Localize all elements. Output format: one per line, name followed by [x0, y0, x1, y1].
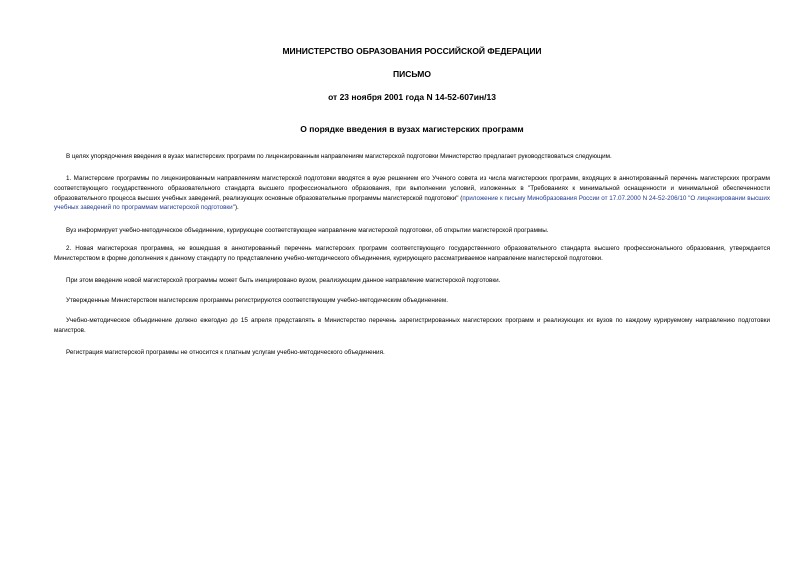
appendix-link[interactable]: приложение к письму Минобразования России от 17.07.2000 N 24-52-206/10 "О лицензировании высших учебных заведений по программам магистерской подготовки" — [54, 194, 770, 212]
document-subject: О порядке введения в вузах магистерских программ — [300, 124, 524, 134]
paragraph-initiation-text: При этом введение новой магистерской программы может быть инициировано вузом, реализующим данное направление магистерской подготовки. — [66, 277, 501, 284]
paragraph-2 — [54, 244, 770, 264]
paragraph-inform — [54, 226, 770, 236]
paragraph-initiation — [54, 276, 770, 286]
document-date-number: от 23 ноября 2001 года N 14-52-607ин/13 — [328, 92, 496, 102]
paragraph-registration-text: Утвержденные Министерством магистерские программы регистрируются соответствующим учебно-методическим объединением. — [66, 297, 448, 304]
paragraph-fees-text: Регистрация магистерской программы не относится к платным услугам учебно-методического объединения. — [66, 349, 385, 356]
paragraph-registration — [54, 296, 770, 306]
paragraph-1 — [54, 174, 770, 213]
paragraph-fees — [54, 348, 770, 358]
paragraph-inform-text: Вуз информирует учебно-методическое объединение, курирующее соответствующее направление магистерской подготовки, об открытии магистерской программы. — [66, 227, 549, 234]
paragraph-2-text: 2. Новая магистерская программа, не вошедшая в аннотированный перечень магистерских программ соответствующего государственного образовательного стандарта высшего профессионального образования, утверждается Министерством в форме дополнения к данному стандарту по представлению учебно-методического объединения, курирующего рассматриваемое направление магистерской подготовки. — [54, 245, 770, 262]
paragraph-intro-text: В целях упорядочения введения в вузах магистерских программ по лицензированным направлениям магистерской подготовки Министерство предлагает руководствоваться следующим. — [66, 153, 612, 160]
paragraph-annual-report — [54, 316, 770, 336]
paragraph-1-text: 1. Магистерские программы по лицензированным направлениям магистерской подготовки вводятся в вузе решением его Ученого совета из числа магистерских программ, входящих в аннотированный перечень магистерских программ соответствующего государственного образовательного стандарта высшего профессионального образования, при выполнении условий, изложенных в "Требованиях к минимальной оснащенности и минимальной обеспеченности образовательного процесса высших учебных заведений, реализующих основные образовательные программы магистерской подготовки" ( — [54, 175, 770, 202]
issuer-title: МИНИСТЕРСТВО ОБРАЗОВАНИЯ РОССИЙСКОЙ ФЕДЕРАЦИИ — [282, 46, 542, 56]
document-type: ПИСЬМО — [393, 69, 431, 79]
paragraph-intro — [54, 152, 770, 162]
paragraph-1-end: ). — [234, 204, 239, 212]
paragraph-annual-report-text: Учебно-методическое объединение должно ежегодно до 15 апреля представлять в Министерство перечень зарегистрированных магистерских программ и реализующих их вузов по каждому курируемому направлению подготовки магистров. — [54, 317, 770, 334]
